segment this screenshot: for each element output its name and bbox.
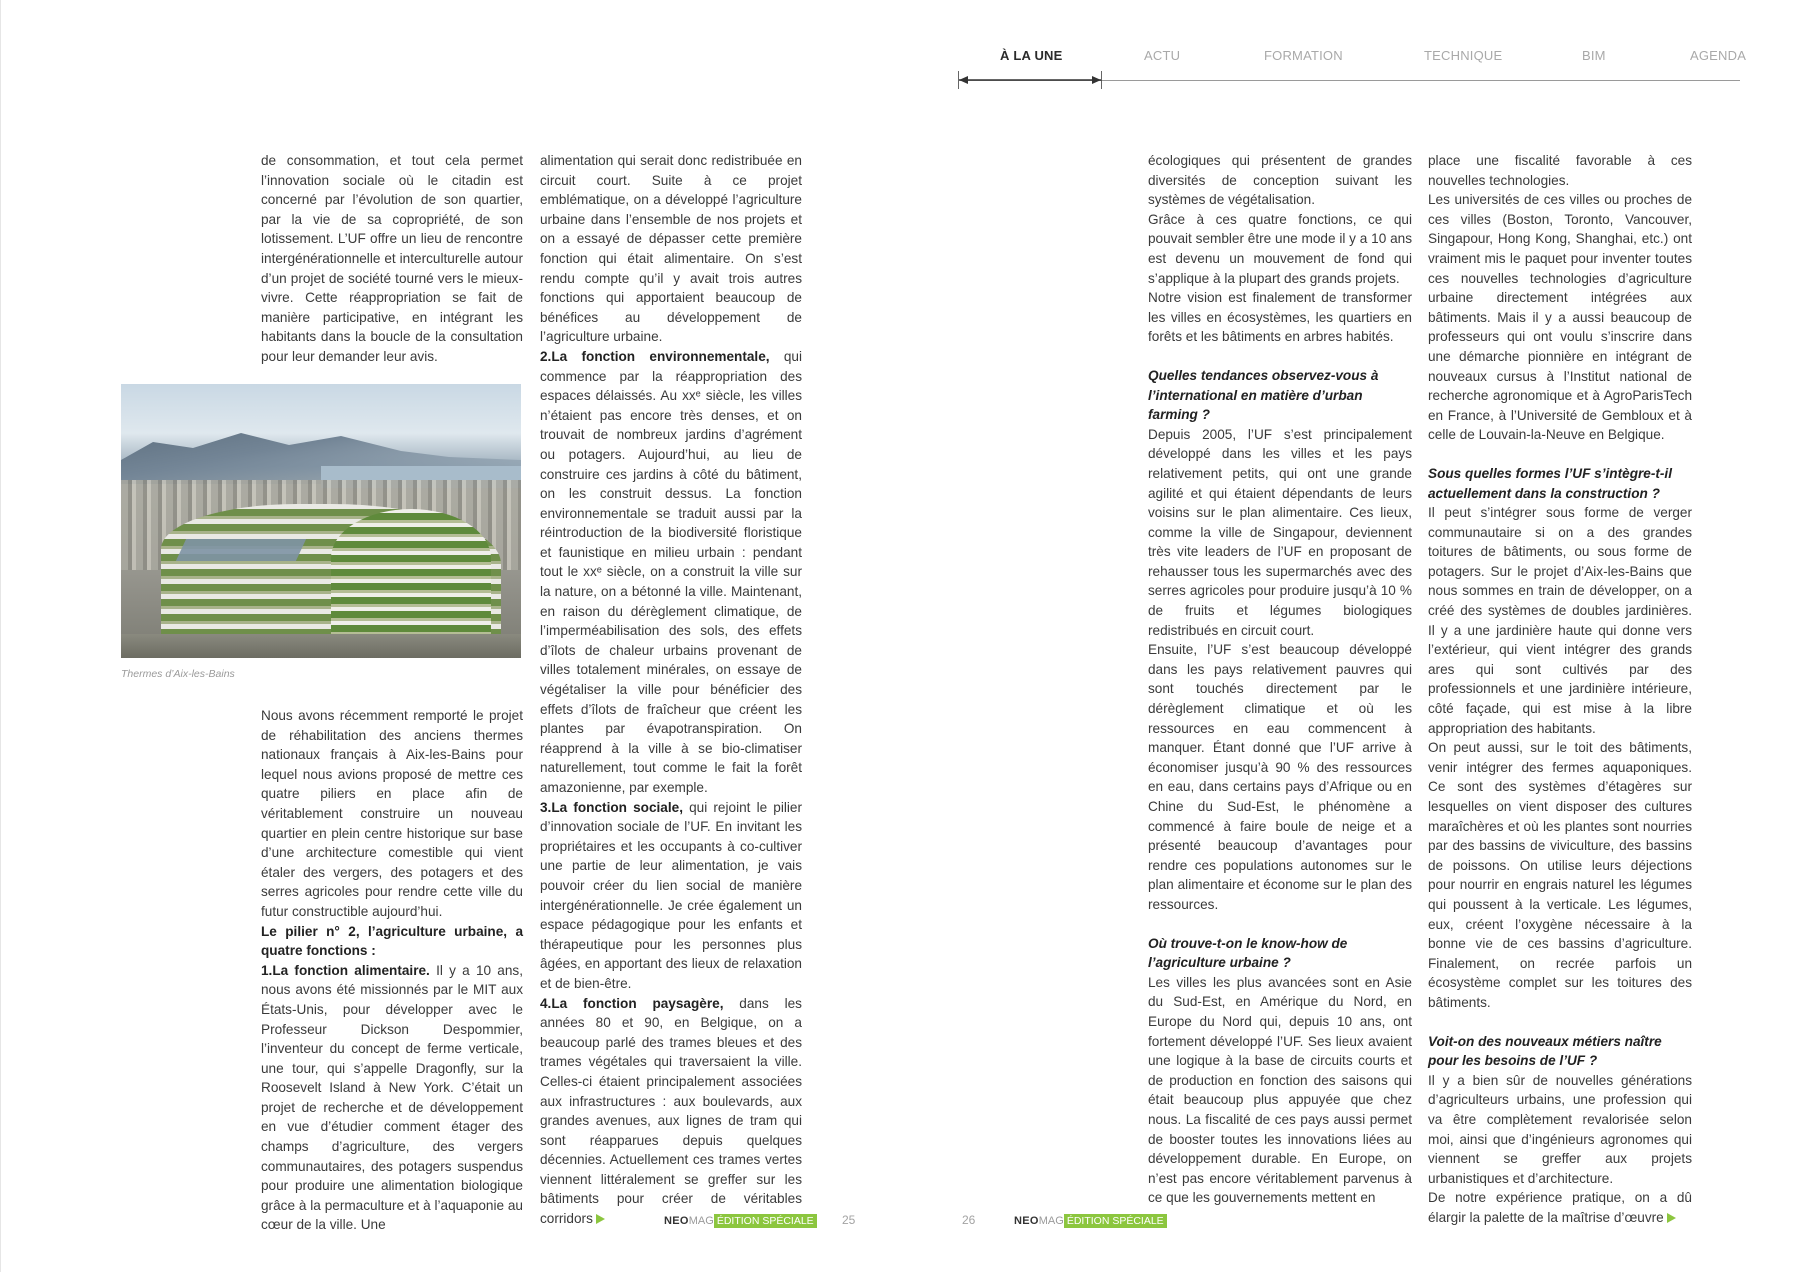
- nav-item-actu[interactable]: ACTU: [1144, 48, 1181, 63]
- continue-arrow-icon: [1667, 1213, 1676, 1223]
- nav-item-bim[interactable]: BIM: [1582, 48, 1606, 63]
- paragraph: Les universités de ces villes ou proches de ces villes (Boston, Toronto, Vancouver, Singapour, Hong Kong, Shanghai, etc.) ont vraiment mis le paquet pour inventer toutes ces nouvelles technologies d’agriculture urbaine directement intégrées aux bâtiments. Mais il y a aussi beaucoup de professeurs qui ont voulu s’inscrire dans une démarche pionnière en intégrant de nouveaux cursus à l’Institut national de recherche agronomique et à AgroParisTech en France, à l’Université de Gembloux et à celle de Louvain-la-Neuve en Belgique.: [1428, 192, 1692, 443]
- function-title: 4.La fonction paysagère,: [540, 995, 724, 1011]
- function-title: 1.La fonction alimentaire.: [261, 962, 430, 978]
- brand-mag: MAG: [1038, 1215, 1064, 1227]
- nav-item-formation[interactable]: FORMATION: [1264, 48, 1343, 63]
- paragraph: écologiques qui présentent de grandes diversités de conception suivant les systèmes de végétalisation.: [1148, 153, 1412, 208]
- interview-question: Quelles tendances observez-vous à l’international en matière d’urban farming ?: [1148, 367, 1379, 423]
- footer-right-brand: [1014, 1214, 1167, 1228]
- paragraph: Il peut s’intégrer sous forme de verger communautaire si on a des grandes toitures de bâtiments, ou sous forme de potagers. Sur le projet d’Aix-les-Bains que nous sommes en train de développer, on a créé des systèmes de doubles jardinières. Il y a une jardinière haute qui donne vers l’extérieur, qui vient intégrer des grands ares qui sont cultivés par des professionnels et une jardinière intérieure, côté façade, qui est mise à la libre appropriation des habitants.: [1428, 505, 1692, 736]
- edition-badge: ÉDITION SPÉCIALE: [714, 1214, 817, 1228]
- page-number-right: 26: [962, 1213, 976, 1227]
- brand-neo: NEO: [664, 1215, 689, 1227]
- footer-left-brand: [664, 1214, 817, 1228]
- function-paragraph: [261, 961, 523, 1235]
- paragraph: Depuis 2005, l’UF s’est principalement développé dans les villes et les pays relativement petits, qui ont une grande agilité et qui étaient dépendants de leurs voisins sur le plan alimentaire. Ces lieux, comme la ville de Singapour, deviennent très vite leaders de l’UF en proposant de rehausser tous les supermarchés avec des serres agricoles pour produire jusqu’à 10 % de fruits et légumes biologiques redistribués en circuit court.: [1148, 426, 1412, 638]
- column-2: [540, 151, 802, 1229]
- pillar-heading: Le pilier n° 2, l’agriculture urbaine, a quatre fonctions :: [261, 923, 523, 959]
- paragraph: alimentation qui serait donc redistribuée en circuit court. Suite à ce projet emblématique, on a développé l’agriculture urbaine dans l’ensemble de nos projets et on a essayé de dépasser cette première fonction qui était alimentaire. On s’est rendu compte qu’il y avait trois autres fonctions qui apportaient beaucoup de bénéfices au développement de l’agriculture urbaine.: [540, 153, 802, 345]
- paragraph: De notre expérience pratique, on a dû élargir la palette de la maîtrise d’œuvre: [1428, 1190, 1692, 1225]
- edition-badge: ÉDITION SPÉCIALE: [1064, 1214, 1167, 1228]
- active-section-marker: [958, 71, 1102, 89]
- column-3: [1148, 151, 1412, 1208]
- paragraph: Notre vision est finalement de transformer les villes en écosystèmes, les quartiers en forêts et les bâtiments en arbres habités.: [1148, 290, 1412, 345]
- paragraph: Grâce à ces quatre fonctions, ce qui pouvait sembler être une mode il y a 10 ans est devenu un mouvement de fond qui s’applique à la plupart des grands projets.: [1148, 211, 1412, 286]
- interview-question: Voit-on des nouveaux métiers naître pour les besoins de l’UF ?: [1428, 1033, 1662, 1069]
- function-text: qui commence par la réappropriation des espaces délaissés. Au xxᵉ siècle, les villes n’étaient pas encore très denses, et on trouvait de nombreux jardins d’agrément ou potagers. Aujourd’hui, au lieu de construire ces jardins à côté du bâtiment, on les construit dessus. La fonction environnementale se traduit aussi par la réintroduction de la biodiversité floristique et faunistique en milieu urbain : pendant tout le xxᵉ siècle, on a construit la ville sur la nature, on a bétonné la ville. Maintenant, en raison du dérèglement climatique, de l’imperméabilisation des sols, des effets d’îlots de chaleur urbains provenant de villes totalement minérales, on essaye de végétaliser la ville pour bénéficier des effets d’îlots de fraîcheur que créent les plantes par évapotranspiration. On réapprend à la ville à se bio-climatiser naturellement, tout comme le fait la forêt amazonienne, par exemple.: [540, 348, 802, 795]
- nav-item-agenda[interactable]: AGENDA: [1690, 48, 1747, 63]
- paragraph: de consommation, et tout cela permet l’innovation sociale où le citadin est concerné par l’évolution de son quartier, par la vie de sa copropriété, de son lotissement. L’UF offre un lieu de rencontre intergénérationnelle et interculturelle autour d’un projet de société tourné vers le mieux-vivre. Cette réappropriation se fait de manière participative, en intégrant les habitants dans la boucle de la consultation pour leur demander leur avis.: [261, 153, 523, 364]
- column-4: [1428, 151, 1692, 1227]
- paragraph: Les villes les plus avancées sont en Asie du Sud-Est, en Amérique du Nord, en Europe du Nord qui, depuis 10 ans, ont fortement développé l’UF. Ses lieux avaient une logique à la base de circuits courts et de production en fonction des saisons qui était beaucoup plus appuyée que chez nous. La fiscalité de ces pays aussi permet de booster toutes les innovations liées au développement durable. En Europe, on n’est pas encore véritablement parvenus à ce que les gouvernements mettent en: [1148, 974, 1412, 1206]
- paragraph: place une fiscalité favorable à ces nouvelles technologies.: [1428, 153, 1692, 188]
- column-1-top: [261, 151, 523, 367]
- interview-question: Sous quelles formes l’UF s’intègre-t-il actuellement dans la construction ?: [1428, 465, 1672, 501]
- paragraph: On peut aussi, sur le toit des bâtiments, venir intégrer des fermes aquaponiques. Ce sont des systèmes d’étagères sur lesquelles on vient disposer des cultures maraîchères et où les plantes sont nourries par des bassins de viviculture, des bassins de poissons. On utilise leurs déjections pour nourrir en engrais naturel les légumes qui poussent à la verticale. Les légumes, eux, créent l’oxygène nécessaire à la bonne vie de ces bassins d’agriculture. Finalement, on recrée parfois un écosystème complet sur les toitures des bâtiments.: [1428, 740, 1692, 1010]
- function-text: qui rejoint le pilier d’innovation sociale de l’UF. En invitant les propriétaires et les occupants à co-cultiver une partie de leur alimentation, je vais pouvoir créer du lien social de manière intergénérationnelle. Je crée également un espace pédagogique pour les enfants et thérapeutique pour les personnes plus âgées, en apportant des lieux de relaxation et de bien-être.: [540, 799, 802, 991]
- continue-arrow-icon: [596, 1214, 605, 1224]
- function-paragraph: [540, 994, 802, 1229]
- photo-caption: Thermes d’Aix-les-Bains: [121, 668, 235, 680]
- page-edge: [0, 0, 1, 1272]
- interview-question: Où trouve-t-on le know-how de l’agriculture urbaine ?: [1148, 935, 1348, 971]
- function-text: Il y a 10 ans, nous avons été missionnés par le MIT aux États-Unis, pour développer avec le Professeur Dickson Despommier, l’inventeur du concept de ferme verticale, une tour, qui s’appelle Dragonfly, sur la Roosevelt Island à New York. C’était un projet de recherche et de développement en vue d’étudier comment étager des champs d’agriculture, des vergers communautaires, des potagers suspendus pour produire une alimentation biologique grâce à la permaculture et à l’aquaponie au cœur de la ville. Une: [261, 962, 523, 1233]
- page-number-left: 25: [842, 1213, 856, 1227]
- section-nav: [0, 48, 1800, 88]
- nav-item-technique[interactable]: TECHNIQUE: [1424, 48, 1503, 63]
- paragraph: Nous avons récemment remporté le projet de réhabilitation des anciens thermes nationaux français à Aix-les-Bains pour lequel nous avions proposé de mettre ces quatre piliers en place afin de véritablement construire un nouveau quartier en plein centre historique sur base d’une architecture comestible qui vient étaler des vergers, des potagers et des serres agricoles pour rendre cette ville du futur constructible aujourd’hui.: [261, 708, 523, 919]
- paragraph: Il y a bien sûr de nouvelles générations d’agriculteurs urbains, une profession qui va être complètement revalorisée selon moi, ainsi que d’ingénieurs agronomes qui viennent se greffer aux projets urbanistiques et d’architecture.: [1428, 1072, 1692, 1186]
- column-1-bottom: [261, 706, 523, 1235]
- brand-mag: MAG: [688, 1215, 714, 1227]
- function-title: 2.La fonction environnementale,: [540, 348, 770, 364]
- nav-item-a-la-une[interactable]: À LA UNE: [1000, 48, 1063, 63]
- function-title: 3.La fonction sociale,: [540, 799, 683, 815]
- function-text: dans les années 80 et 90, en Belgique, on a beaucoup parlé des trames bleues et des trames végétales qui traversaient la ville. Celles-ci étaient principalement associées aux infrastructures : aux boulevards, aux grandes avenues, aux lignes de tram qui sont réapparues depuis quelques décennies. Actuellement ces trames vertes viennent littéralement se greffer sur les bâtiments pour créer de véritables corridors: [540, 995, 802, 1227]
- function-paragraph: [540, 798, 802, 994]
- brand-neo: NEO: [1014, 1215, 1039, 1227]
- aix-les-bains-thermes-photo: [121, 384, 521, 658]
- function-paragraph: [540, 347, 802, 798]
- paragraph: Ensuite, l’UF s’est beaucoup développé dans les pays relativement pauvres qui sont touchés directement par le dérèglement climatique et où les ressources en eau commencent à manquer. Étant donné que l’UF arrive à économiser jusqu’à 90 % des ressources en eau, dans certains pays d’Afrique ou en Chine du Sud-Est, le phénomène a commencé à faire boule de neige et a présenté beaucoup d’avantages pour rendre ces populations autonomes sur le plan alimentaire et économe sur le plan des ressources.: [1148, 642, 1412, 912]
